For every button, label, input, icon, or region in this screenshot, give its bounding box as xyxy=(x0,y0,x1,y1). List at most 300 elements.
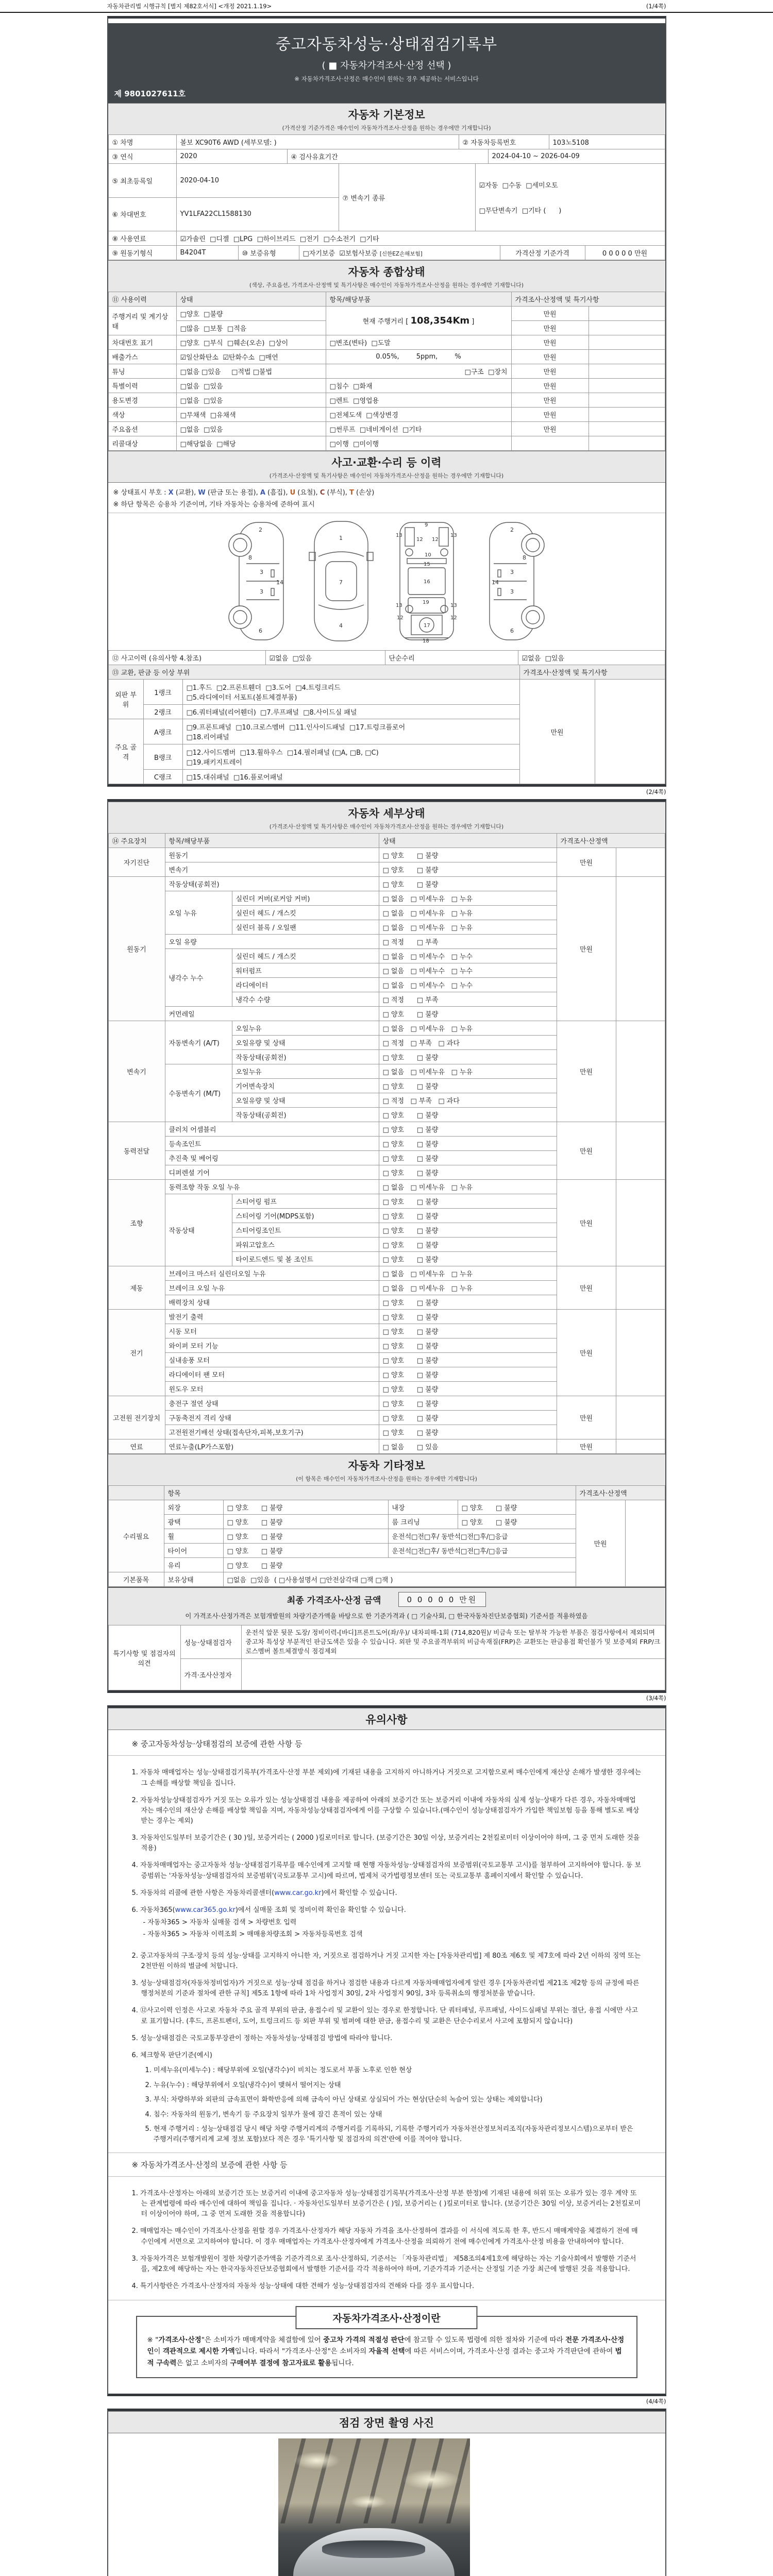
item-cell: 윈도우 모터 xyxy=(165,1382,379,1396)
mark-u: U xyxy=(290,489,296,497)
table-row xyxy=(108,350,665,364)
table-row xyxy=(108,135,665,149)
status-cell: □양호 □불량 xyxy=(176,307,326,321)
table-row xyxy=(108,1500,665,1515)
status-cell: □ 양호 □ 불량 xyxy=(223,1515,388,1529)
empty-cell xyxy=(589,393,665,408)
document-note: ※ 자동차가격조사·산정은 매수인이 원하는 경우 제공하는 서비스입니다 xyxy=(294,75,479,82)
def-text: 에 따른 서비스이며, 가격조사·산정 결과는 중고차 가격판단에 관하여 xyxy=(405,2347,615,2356)
ceiling-light xyxy=(403,2469,460,2490)
column-header: 상태 xyxy=(176,292,326,307)
notice-item: 3. 자동차인도일부터 보증기간은 ( 30 )일, 보증거리는 ( 2000 )킬로미터로 합니다. (보증기간은 30일 이상, 보증거리는 2천킬로미터 이상이어야 하며, 그 중 먼저 도래한 것을 적용) xyxy=(131,1834,640,1853)
fuel-checkboxes: ☑가솔린 □디젤 □LPG □하이브리드 □전기 □수소전기 □기타 xyxy=(176,231,665,246)
empty-cell xyxy=(616,1180,665,1266)
legend-text: (판금 또는 용접), xyxy=(205,489,260,497)
item-cell: 파워고압호스 xyxy=(232,1238,379,1252)
basic-info-band xyxy=(108,103,665,135)
status-cell: □ 양호 □ 불량 xyxy=(379,1252,557,1266)
checkbox-line: □18.리어패널 xyxy=(186,734,229,741)
item-cell: 실린더 헤드 / 개스킷 xyxy=(232,949,379,963)
item-cell: 룸 크리닝 xyxy=(388,1515,458,1529)
wheel-position-cell: 운전석□전□후/ 동반석□전□후/□응급 xyxy=(388,1529,576,1544)
table-row xyxy=(108,877,665,891)
etc-info-band xyxy=(108,1454,665,1486)
section-title: 자동차 기본정보 xyxy=(348,109,425,121)
notice-subitem: 4. 침수: 자동차의 원동기, 변속기 등 주요장치 일부가 물에 잠긴 흔적이 있는 상태 xyxy=(145,2110,382,2119)
legend-text: (교환), xyxy=(173,489,198,497)
final-price-band xyxy=(108,1587,665,1625)
item-cell: 외장 xyxy=(164,1500,223,1515)
status-cell: □ 양호 □ 불량 xyxy=(379,1238,557,1252)
status-cell: □ 양호 □ 불량 xyxy=(379,1165,557,1180)
accident-history-row xyxy=(108,650,665,665)
status-cell: □ 양호 □ 불량 xyxy=(379,1079,557,1093)
basic-info-row-2 xyxy=(108,149,665,164)
section-title: 자동차 종합상태 xyxy=(348,266,425,278)
empty-header xyxy=(108,1486,164,1500)
status-cell: □무채색 □유채색 xyxy=(176,408,326,422)
rank-items: □6.쿼터패널(리어휀더) □7.루프패널 □8.사이드실 패널 xyxy=(182,705,519,719)
item-cell: 디퍼렌셜 기어 xyxy=(165,1165,379,1180)
table-row xyxy=(108,1021,665,1036)
checkbox-line: □12.사이드멤버 □13.휠하우스 □14.필러패널 (□A, □B, □C) xyxy=(186,749,379,757)
item-cell: 연료누출(LP가스포함) xyxy=(165,1439,379,1454)
car-diagram-left-side xyxy=(229,522,283,640)
price-cell: 만원 xyxy=(557,848,616,877)
status-cell: □ 양호 □ 불량 xyxy=(379,1367,557,1382)
svg-text:6: 6 xyxy=(510,628,514,634)
notice-text: 5. 자동차의 리콜에 관한 사항은 자동차리콜센터( xyxy=(131,1889,275,1897)
status-cell: □ 없음 □ 미세누수 □ 누수 xyxy=(379,978,557,992)
svg-text:19: 19 xyxy=(423,600,429,605)
status-cell: □ 양호 □ 불량 xyxy=(379,1108,557,1122)
mileage-suffix: ] xyxy=(469,318,475,326)
status-cell: □ 양호 □ 불량 xyxy=(223,1529,388,1544)
car-diagrams xyxy=(108,513,665,651)
table-row xyxy=(108,292,665,307)
state-mark-note: ※ 하단 항목은 승용차 기준이며, 기타 자동차는 승용차에 준하여 표시 xyxy=(108,498,665,513)
field-label: ⑤ 최초등록일 xyxy=(108,164,176,198)
checkbox-line: □1.후드 □2.프론트휀더 □3.도어 □4.트렁크리드 xyxy=(186,684,341,692)
table-row xyxy=(108,1180,665,1194)
recall-center-url: www.car.go.kr xyxy=(274,1889,322,1897)
top-view-numbers xyxy=(339,535,343,629)
notice-item: 5. 성능·상태점검은 국토교통부장관이 정하는 자동차성능·상태점검 방법에 따라야 합니다. xyxy=(131,2034,393,2042)
status-cell: □ 양호 □ 불량 xyxy=(379,1122,557,1137)
group-label: 수리필요 xyxy=(108,1500,164,1572)
remarks-table xyxy=(108,1625,665,1690)
price-cell: 만원 xyxy=(511,350,589,364)
price-cell: 만원 xyxy=(557,1439,616,1454)
notice-item: 2. 매매업자는 매수인이 가격조사·산정을 원할 경우 가격조사·산정자가 해당 자동차 가격을 조사·산정하여 결과를 이 서식에 적도록 한 후, 반드시 매매계약을 체결하기 전에 매수인에게 서면으로 고지하여야 합니다. 이 경우 매매업자는 가격조사·산정자에게 가격조사·산정을 의뢰하기 전에 매수인에게 가격조사·산정 비용을 안내하여야 합니다. xyxy=(131,2227,638,2246)
item-cell: 배력장치 상태 xyxy=(165,1295,379,1310)
price-cell: 만원 xyxy=(511,307,589,321)
svg-text:13: 13 xyxy=(396,533,402,538)
legend-text: (흠집), xyxy=(265,489,290,497)
left-side-numbers xyxy=(248,527,283,634)
top-divider xyxy=(0,12,773,13)
svg-text:15: 15 xyxy=(424,562,430,567)
item-cell: 0.05%, 5ppm, % xyxy=(326,350,511,364)
page-top-meta xyxy=(107,0,666,10)
notice-body-b xyxy=(108,2177,665,2292)
document-header xyxy=(108,22,665,103)
table-row xyxy=(108,1122,665,1137)
etc-info-table xyxy=(108,1485,665,1587)
status-cell: □ 없음 □ 미세누유 □ 누유 xyxy=(379,1180,557,1194)
field-value: B4204T xyxy=(176,246,238,260)
notice-item: 2. 자동차성능상태점검자가 거짓 또는 오류가 있는 성능상태점검 내용을 제공하여 아래의 보증기간 또는 보증거리 이내에 자동차의 실제 성능·상태가 다른 경우, 자동차매매업자는 매수인의 재산상 손해를 배상할 책임을 지며, 자동차성능상태점검자에게 이를 구상할 수 있습니다.(매수인이 성능상태점검자가 가입한 책임보험 등을 통해 별도로 배상받는 경우는 제외) xyxy=(131,1796,640,1825)
sub-group-label: 냉각수 누수 xyxy=(165,949,232,1007)
field-label: ② 자동차등록번호 xyxy=(459,135,549,149)
status-cell: □없음 □있음 □적법 □불법 xyxy=(176,364,326,379)
form-rule-reference: 자동차관리법 시행규칙 [별지 제82호서식] <개정 2021.1.19> xyxy=(107,3,272,10)
price-cell: 만원 xyxy=(519,680,595,784)
status-cell: □ 없음 □ 미세누유 □ 누유 xyxy=(379,1021,557,1036)
rank-label: A랭크 xyxy=(143,719,182,744)
field-label: 가격산정 기준가격 xyxy=(500,246,585,260)
table-row xyxy=(108,665,665,680)
def-text: 은 없고 소비자의 xyxy=(176,2359,230,2367)
section-title: 사고·교환·수리 등 이력 xyxy=(331,456,442,469)
notice-text: 6. 자동차365( xyxy=(131,1906,175,1914)
detail-state-band xyxy=(108,802,665,834)
def-bold: 자율적 선택 xyxy=(368,2347,405,2356)
group-label: 제동 xyxy=(108,1266,165,1310)
table-row xyxy=(108,422,665,436)
rank-items: □15.대쉬패널 □16.플로어패널 xyxy=(182,770,519,784)
status-cell: □ 적정 □ 부족 □ 과다 xyxy=(379,1093,557,1108)
svg-text:4: 4 xyxy=(339,622,343,629)
item-cell: 추진축 및 베어링 xyxy=(165,1151,379,1165)
empty-cell xyxy=(589,422,665,436)
status-cell: □없음 □있음 xyxy=(176,422,326,436)
item-cell: □구조 □장치 xyxy=(326,364,511,379)
group-label: 동력전달 xyxy=(108,1122,165,1180)
notice-band xyxy=(108,1708,665,1730)
item-cell: 유리 xyxy=(164,1558,223,1572)
exchange-header-row xyxy=(108,665,665,680)
field-label: ⑩ 보증유형 xyxy=(238,246,299,260)
item-cell: 구동축전지 격리 상태 xyxy=(165,1411,379,1425)
item-cell: 보유상태 xyxy=(164,1572,223,1587)
price-cell: 만원 xyxy=(511,335,589,350)
page-number-3: (3/4쪽) xyxy=(646,1694,666,1702)
field-label: ⑥ 차대번호 xyxy=(108,197,176,231)
item-cell: 워터펌프 xyxy=(232,963,379,978)
row-label: 주행거리 및 계기상태 xyxy=(108,307,176,335)
basic-info-row-6 xyxy=(108,245,665,260)
price-cell: 만원 xyxy=(511,393,589,408)
remarks-label: 특기사항 및 점검자의 의견 xyxy=(108,1625,180,1690)
notice-item: 4. 특기사항란은 가격조사·산정자의 자동차 성능·상태에 대한 견해가 성능·상태점검자의 견해와 다를 경우 표시합니다. xyxy=(131,2282,475,2291)
column-header: ⑬ 교환, 판금 등 이상 부위 xyxy=(108,665,519,680)
group-label: 원동기 xyxy=(108,877,165,1021)
notice-section-a-heading: ※ 중고자동차성능·상태점검의 보증에 관한 사항 등 xyxy=(108,1730,665,1756)
status-cell: □ 적정 □ 부족 xyxy=(379,935,557,949)
status-cell: □ 양호 □ 불량 xyxy=(379,862,557,877)
item-cell: 스티어링 기어(MDPS포함) xyxy=(232,1209,379,1223)
column-header: 가격조사·산정액 및 특기사항 xyxy=(511,292,665,307)
table-row xyxy=(108,164,665,198)
svg-text:12: 12 xyxy=(416,537,423,543)
column-header: 항목/해당부품 xyxy=(326,292,511,307)
empty-cell xyxy=(589,335,665,350)
mark-a: A xyxy=(260,489,265,497)
basic-info-row-5 xyxy=(108,231,665,246)
status-cell: □ 양호 □ 불량 xyxy=(458,1515,576,1529)
section-subtitle: (가격조사·산정액 및 특기사항은 매수인이 자동차가격조사·산정을 원하는 경우에만 기재합니다) xyxy=(269,823,504,830)
mark-x: X xyxy=(168,489,174,497)
notice-subitem: - 자동차365 > 자동차 이력조회 > 매매용차량조회 > 자동차등록번호 검색 xyxy=(143,1930,363,1939)
table-row xyxy=(108,408,665,422)
legend-text: ※ 상태표시 부호 : xyxy=(113,489,169,497)
table-row xyxy=(108,1266,665,1281)
row-label: 리콜대상 xyxy=(108,436,176,451)
def-bold: 중고차 가격의 적절성 판단 xyxy=(323,2336,405,2345)
price-cell: 만원 xyxy=(557,1180,616,1266)
definition-box-title: 자동차가격조사·산정이란 xyxy=(295,2306,477,2329)
svg-text:14: 14 xyxy=(276,579,283,586)
def-text: ※ " xyxy=(147,2336,159,2345)
group-label: 변속기 xyxy=(108,1021,165,1122)
notice-subitem: 3. 부식: 차량하부와 외판의 금속표면이 화학반응에 의해 금속이 아닌 상태로 상실되어 가는 현상(단순히 녹슬어 있는 상태는 제외합니다) xyxy=(145,2096,543,2104)
empty-cell xyxy=(589,379,665,393)
section-title: 점검 장면 촬영 사진 xyxy=(339,2416,434,2429)
status-cell: □ 양호 □ 불량 xyxy=(379,1194,557,1209)
svg-text:9: 9 xyxy=(425,522,428,528)
empty-cell xyxy=(616,1396,665,1439)
insurer-name: [신한EZ손해보험] xyxy=(379,251,423,257)
status-cell: □ 적정 □ 부족 □ 과다 xyxy=(379,1036,557,1050)
mark-c: C xyxy=(320,489,325,497)
column-header: 가격조사·산정액 xyxy=(576,1486,665,1500)
checkbox-line: □자기보증 ☑보험사보증 xyxy=(303,250,378,258)
header-stripe xyxy=(108,22,665,23)
mark-t: T xyxy=(349,489,354,497)
group-label: 조향 xyxy=(108,1180,165,1266)
status-cell: ☑일산화탄소 ☑탄화수소 □매연 xyxy=(176,350,326,364)
notice-item: 3. 자동차가격은 보험개발원이 정한 차량기준가액을 기준가격으로 조사·산정하되, 기준서는 「자동차관리법」 제58조의4제1호에 해당하는 자는 기술사회에서 발행한 기준서를, 제2호에 해당하는 자는 한국자동차진단보증협회에서 발행한 기준서를 각각 적용하여야 하며, 기준가격과 기준서는 산정일 기준 가장 최근에 발행된 것을 적용합니다. xyxy=(131,2255,636,2273)
status-cell: □ 없음 □ 미세누수 □ 누수 xyxy=(379,949,557,963)
empty-cell xyxy=(589,436,665,451)
section-title: 유의사항 xyxy=(365,1714,408,1726)
mark-w: W xyxy=(198,489,206,497)
status-cell: □ 양호 □ 불량 xyxy=(379,848,557,862)
svg-text:8: 8 xyxy=(248,554,252,561)
status-cell: □ 없음 □ 미세누유 □ 누유 xyxy=(379,891,557,906)
notice-body xyxy=(108,1756,665,2144)
document-subtitle: ( ■ 자동차가격조사·산정 선택 ) xyxy=(322,60,451,71)
section-subtitle: (색상, 주요옵션, 가격조사·산정액 및 특기사항은 매수인이 자동차가격조사·산정을 원하는 경우에만 기재합니다) xyxy=(249,282,524,289)
checkbox-line: ☑자동 □수동 □세미오토 xyxy=(479,182,558,190)
item-cell: 변속기 xyxy=(165,862,379,877)
column-header: ⑪ 사용이력 xyxy=(108,292,176,307)
empty-cell xyxy=(589,364,665,379)
row-label: 튜닝 xyxy=(108,364,176,379)
item-cell: 냉각수 수량 xyxy=(232,992,379,1007)
table-row xyxy=(108,834,665,848)
def-bold: 가격조사·산정 xyxy=(158,2336,201,2345)
item-cell: 오일누유 xyxy=(232,1064,379,1079)
field-label: ⑨ 원동기형식 xyxy=(108,246,176,260)
price-cell: 만원 xyxy=(511,408,589,422)
field-label: ① 차명 xyxy=(108,135,176,149)
status-cell: □없음 □있음 xyxy=(176,379,326,393)
def-bold: 객관적으로 제시한 가액 xyxy=(162,2347,235,2356)
notice-item: 1. 가격조사·산정자는 아래의 보증기간 또는 보증거리 이내에 중고자동차 성능·상태점검기록부(가격조사·산정 부분 한정)에 기재된 내용에 허위 또는 오류가 있는 경우 계약 또는 관계법령에 따라 매수인에 대하여 책임을 집니다. · 자동차인도일부터 보증기간은 ( )일, 보증거리는 ( )킬로미터로 합니다. (보증기간은 30일 이상, 보증거리는 2천킬로미터 이상이어야 하며, 그 중 먼저 도래한 것을 적용합니다) xyxy=(131,2190,641,2218)
svg-text:3: 3 xyxy=(510,588,514,595)
field-label: ③ 연식 xyxy=(108,149,176,164)
svg-text:3: 3 xyxy=(260,569,263,575)
price-cell: 만원 xyxy=(557,1310,616,1396)
item-cell: 작동상태(공회전) xyxy=(232,1050,379,1064)
item-cell: □침수 □화재 xyxy=(326,379,511,393)
status-cell: □많음 □보통 □적음 xyxy=(176,321,326,335)
field-label: ⑦ 변속기 종류 xyxy=(339,164,475,231)
empty-cell xyxy=(616,1021,665,1122)
item-cell: 실린더 블록 / 오일팬 xyxy=(232,920,379,935)
empty-cell xyxy=(616,1310,665,1396)
price-cell: 만원 xyxy=(511,364,589,379)
price-cell: 만원 xyxy=(557,1266,616,1310)
mileage-cell xyxy=(326,307,511,335)
price-cell: 만원 xyxy=(557,1396,616,1439)
field-value: 2020 xyxy=(176,149,287,164)
item-cell: 광택 xyxy=(164,1515,223,1529)
legend-text: (손상) xyxy=(354,489,375,497)
table-row xyxy=(108,680,665,705)
item-cell: 브레이크 마스터 실린더오일 누유 xyxy=(165,1266,379,1281)
definition-paragraph xyxy=(147,2334,626,2369)
sub-group-label: 수동변속기 (M/T) xyxy=(165,1064,232,1122)
notice-item: 4. 자동차매매업자는 중고자동차 성능·상태점검기록부를 매수인에게 고지할 때 현행 자동차성능·상태점검자의 보증범위(국토교통부 고시)를 첨부하여 고지하여야 합니다. 동 보증범위는 '자동차성능·상태점검자의 보증범위'(국토교통부 고시)에 따르며, 법제처 국가법령정보센터 또는 국토교통부 홈페이지에서 확인할 수 있습니다. xyxy=(131,1861,642,1880)
state-mark-legend xyxy=(108,483,665,498)
price-appraisal-definition-box xyxy=(136,2313,637,2378)
table-row xyxy=(108,1439,665,1454)
price-cell: 만원 xyxy=(557,877,616,1021)
row-label: 배출가스 xyxy=(108,350,176,364)
svg-text:7: 7 xyxy=(339,579,343,586)
notice-subitem: - 자동차365 > 자동차 실매물 검색 > 차량번호 입력 xyxy=(143,1918,297,1926)
table-row xyxy=(108,379,665,393)
table-row xyxy=(108,335,665,350)
table-row xyxy=(108,651,665,665)
svg-text:13: 13 xyxy=(450,603,457,608)
field-label: 단순수리 xyxy=(385,651,518,665)
transmission-checkboxes xyxy=(475,164,665,231)
final-price-basis: 이 가격조사·산정가격은 보험개발원의 차량기준가액을 바탕으로 한 기준가격과 ( □ 기술사회, □ 한국자동차진단보증협회) 기준서를 적용하였음 xyxy=(185,1612,588,1620)
notice-subitem: 2. 누유(누수) : 해당부위에서 오일(냉각수)이 맺혀서 떨어지는 상태 xyxy=(145,2081,341,2089)
empty-cell xyxy=(616,848,665,877)
item-cell: □전체도색 □색상변경 xyxy=(326,408,511,422)
section-subtitle: (이 항목은 매수인이 자동차가격조사·산정을 원하는 경우에만 기재합니다) xyxy=(296,1476,477,1482)
notice-text: )에서 확인할 수 있습니다. xyxy=(321,1889,397,1897)
field-label: ④ 검사유효기간 xyxy=(287,149,488,164)
field-value: 2024-04-10 ~ 2026-04-09 xyxy=(488,149,665,164)
item-cell: 내장 xyxy=(388,1500,458,1515)
table-row xyxy=(108,436,665,451)
status-cell: □ 양호 □ 불량 xyxy=(223,1558,576,1572)
item-cell: 와이퍼 모터 기능 xyxy=(165,1338,379,1353)
svg-text:3: 3 xyxy=(260,588,263,595)
price-cell: 만원 xyxy=(511,379,589,393)
svg-text:13: 13 xyxy=(396,603,402,608)
table-row xyxy=(108,364,665,379)
item-cell: □썬루프 □네비게이션 □기타 xyxy=(326,422,511,436)
group-label: 주요 골격 xyxy=(108,719,143,784)
status-cell: □ 양호 □ 불량 xyxy=(379,1310,557,1324)
page-2 xyxy=(107,799,666,1693)
empty-cell xyxy=(616,1122,665,1180)
legend-text: (요철), xyxy=(295,489,320,497)
def-text: 에 참고할 수 있도록 법령에 의한 절차와 기준에 따라 xyxy=(404,2336,566,2345)
rank-table xyxy=(108,679,665,784)
field-value: 볼보 XC90T6 AWD (세부모델: ) xyxy=(176,135,459,149)
status-cell: □ 양호 □ 불량 xyxy=(379,1396,557,1411)
page-number-1: (1/4쪽) xyxy=(646,3,666,10)
group-label: 연료 xyxy=(108,1439,165,1454)
notice-text: )에서 실매물 조회 및 정비이력 확인을 확인할 수 있습니다. xyxy=(235,1906,406,1914)
status-cell: □ 없음 □ 미세누유 □ 누유 xyxy=(379,1281,557,1295)
rank-label: 1랭크 xyxy=(143,680,182,705)
status-cell: □ 적정 □ 부족 xyxy=(379,992,557,1007)
row-label: 특별이력 xyxy=(108,379,176,393)
status-cell: □ 없음 □ 미세누수 □ 누수 xyxy=(379,963,557,978)
notice-item: 6. 체크항목 판단기준(예시) xyxy=(131,2051,212,2059)
status-cell: □ 없음 □ 미세누유 □ 누유 xyxy=(379,906,557,920)
item-cell: 휠 xyxy=(164,1529,223,1544)
item-cell: □이행 □미이행 xyxy=(326,436,511,451)
page-number-4: (4/4쪽) xyxy=(646,2397,666,2405)
notice-section-b-heading: ※ 자동차가격조사·산정의 보증에 관한 사항 등 xyxy=(108,2153,665,2177)
section-title: 자동차 세부상태 xyxy=(348,807,425,820)
rank-label: C랭크 xyxy=(143,770,182,784)
ceiling-light xyxy=(294,2452,340,2469)
column-header: 항목/해당부품 xyxy=(165,834,379,848)
item-cell: 오일유량 및 상태 xyxy=(232,1093,379,1108)
row-label: 용도변경 xyxy=(108,393,176,408)
empty-cell xyxy=(625,1500,665,1587)
table-row xyxy=(108,1625,665,1659)
mileage-value: 108,354Km xyxy=(410,315,470,326)
row-label: 차대번호 표기 xyxy=(108,335,176,350)
status-cell: ☑없음 □있음 xyxy=(518,651,665,665)
appraiser-label: 가격·조사산정자 xyxy=(180,1659,241,1690)
status-cell: □없음 □있음 ( □사용설명서 □안전삼각대 □잭 □잭 ) xyxy=(223,1572,576,1587)
empty-cell xyxy=(616,1439,665,1454)
sub-group-label: 자동변속기 (A/T) xyxy=(165,1021,232,1064)
notice-item: 4. ⑫사고이력 인정은 사고로 자동차 주요 골격 부위의 판금, 용접수리 및 교환이 있는 경우로 한정합니다. 단 쿼터패널, 루프패널, 사이드실패널 부위는 절단, 용접 시에만 사고로 표기합니다. (후드, 프론트펜더, 도어, 트렁크리드 등 외판 부위 및 범퍼에 대한 판금, 용접수리 및 교환은 단순수리로서 사고에 포함되지 않습니다) xyxy=(131,2007,638,2025)
status-cell: □ 양호 □ 불량 xyxy=(379,1007,557,1021)
svg-text:13: 13 xyxy=(450,533,457,538)
base-price-value: 0 0 0 0 0 만원 xyxy=(585,246,665,260)
field-value: 2020-04-10 xyxy=(176,164,339,198)
item-cell: 스티어링 펌프 xyxy=(232,1194,379,1209)
detail-state-table xyxy=(108,833,665,1454)
column-header: ⑭ 주요장치 xyxy=(108,834,165,848)
section-subtitle: (가격조사·산정액 및 특기사항은 매수인이 자동차가격조사·산정을 원하는 경우에만 기재합니다) xyxy=(269,472,504,479)
svg-text:8: 8 xyxy=(523,554,526,561)
status-cell: □ 양호 □ 불량 xyxy=(379,1411,557,1425)
empty-cell xyxy=(595,680,665,784)
checkbox-line: □무단변속기 □기타 ( ) xyxy=(479,207,562,215)
notice-item xyxy=(132,1905,642,1916)
car-diagram-svg xyxy=(222,518,551,644)
table-row xyxy=(108,1396,665,1411)
svg-text:2: 2 xyxy=(259,527,262,533)
column-header: 가격조사·산정액 xyxy=(557,834,665,848)
